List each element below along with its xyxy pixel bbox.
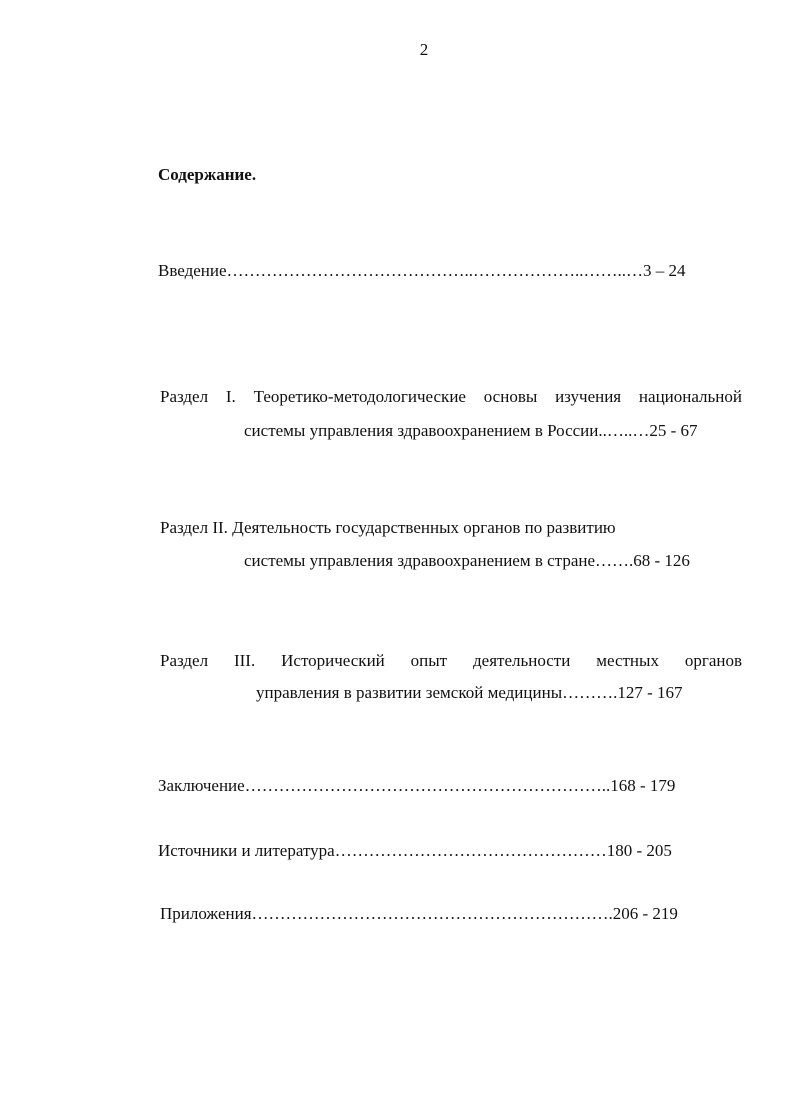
toc-entry-appendices: Приложения……………………………………………………….206 - 219 — [160, 904, 678, 923]
toc-entry-section3-line1: Раздел III. Исторический опыт деятельности местных органов — [160, 651, 742, 670]
toc-entry-section3-line2: управления в развитии земской медицины……….127 - 167 — [256, 683, 683, 702]
page-number: 2 — [419, 40, 429, 59]
toc-entry-sources: Источники и литература…………………………………………180 - 205 — [158, 841, 672, 860]
toc-entry-section2-line1: Раздел II. Деятельность государственных органов по развитию — [160, 518, 616, 537]
toc-title: Содержание. — [158, 165, 257, 184]
toc-entry-section1-line1: Раздел I. Теоретико-методологические основы изучения национальной — [160, 387, 742, 406]
toc-entry-section2-line2: системы управления здравоохранением в стране…….68 - 126 — [244, 551, 690, 570]
toc-entry-section1-line2: системы управления здравоохранением в России..…..…25 - 67 — [244, 421, 698, 440]
toc-entry-intro: Введение……………………………………..………………..……..…3 – 24 — [158, 261, 686, 280]
toc-entry-conclusion: Заключение………………………………………………………..168 - 179 — [158, 776, 676, 795]
